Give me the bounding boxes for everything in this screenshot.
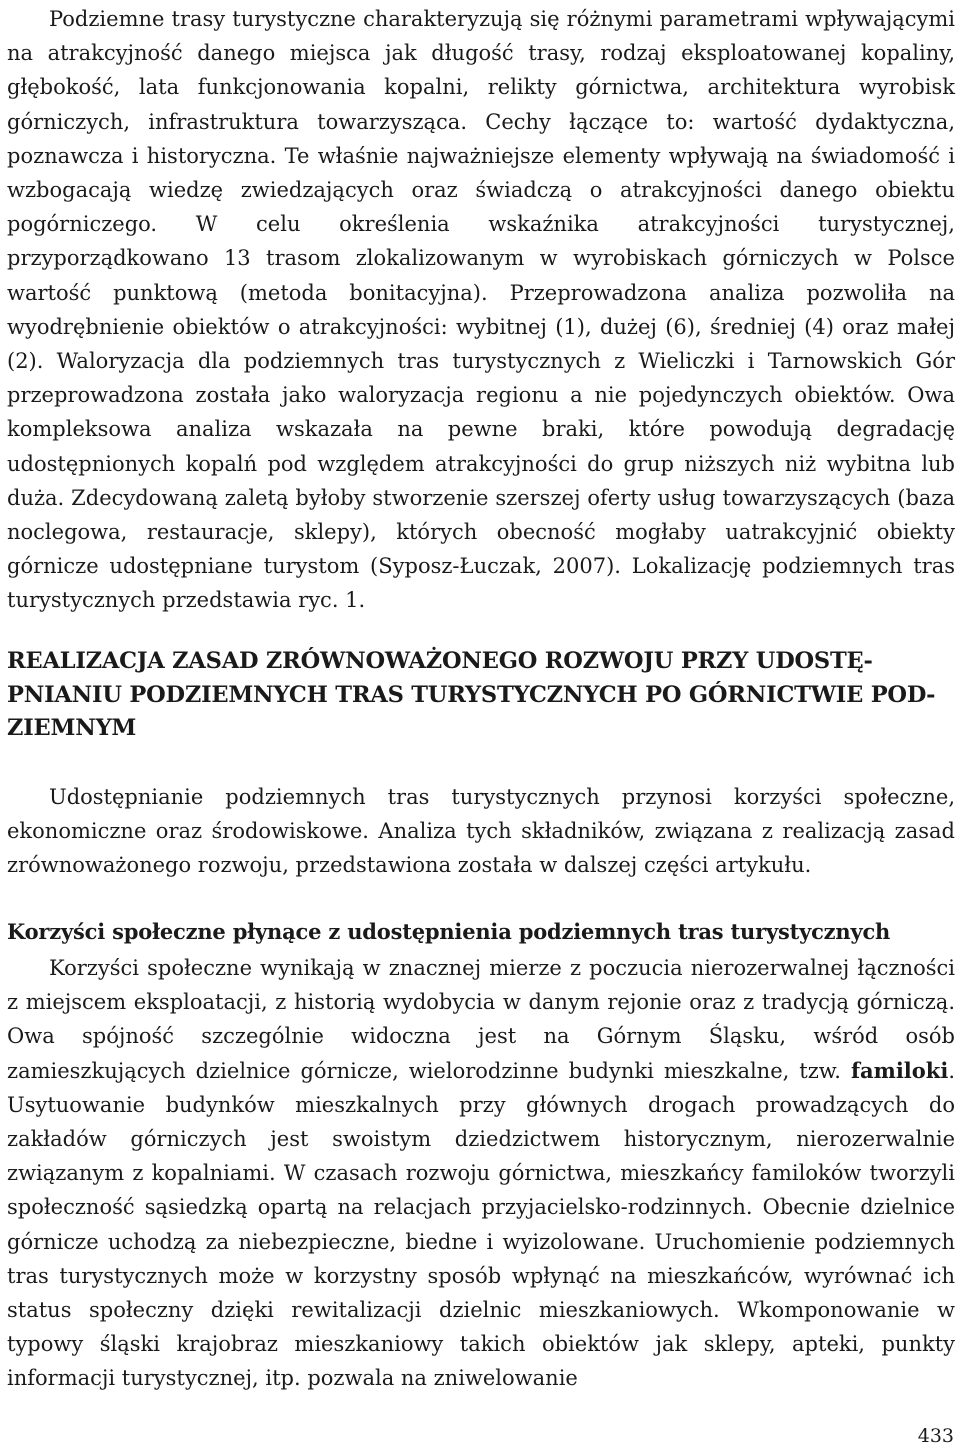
section-intro-paragraph: Udostępnianie podziemnych tras turystycznych przynosi korzyści społeczne, ekonomiczne oraz środowiskowe. Analiza tych składników, związana z realizacją zasad zrównoważonego rozwoju, przedstawiona została w dalszej części artykułu. [7, 785, 955, 878]
page-number: 433 [917, 1425, 954, 1447]
social-benefits-text-end: . Usytuowanie budynków mieszkalnych przy głównych drogach prowadzących do zakładów górniczych jest swoistym dziedzictwem historycznym, nierozerwalnie związanym z kopalniami. W czasach rozwoju górnictwa, mieszkańcy familoków tworzyli społeczność sąsiedzką opartą na relacjach przyjacielsko-rodzinnych. Obecnie dzielnice górnicze uchodzą za niebezpieczne, biedne i wyizolowane. Uruchomienie podziemnych tras turystycznych może w korzystny sposób wpłynąć na mieszkańców, wyrównać ich status społeczny dzięki rewitalizacji dzielnic mieszkaniowych. Wkomponowanie w typowy śląski krajobraz mieszkaniowy takich obiektów jak sklepy, apteki, punkty informacji turystycznej, itp. pozwala na zniwelowanie [7, 1058, 955, 1391]
section-heading: REALIZACJA ZASAD ZRÓWNOWAŻONEGO ROZWOJU PRZY UDOSTĘPNIANIU PODZIEMNYCH TRAS TURYSTYCZNYCH PO GÓRNICTWIE PODZIEMNYM [7, 648, 936, 741]
familoki-term: familoki [850, 1057, 949, 1083]
subsection-heading: Korzyści społeczne płynące z udostępnienia podziemnych tras turystycznych [7, 919, 891, 944]
intro-paragraph: Podziemne trasy turystyczne charakteryzują się różnymi parametrami wpływającymi na atrakcyjność danego miejsca jak długość trasy, rodzaj eksploatowanej kopaliny, głębokość, lata funkcjonowania kopalni, relikty górnictwa, architektura wyrobisk górniczych, infrastruktura towarzysząca. Cechy łączące to: wartość dydaktyczna, poznawcza i historyczna. Te właśnie najważniejsze elementy wpływają na świadomość i wzbogacają wiedzę zwiedzających oraz świadczą o atrakcyjności danego obiektu pogórniczego. W celu określenia wskaźnika atrakcyjności turystycznej, przyporządkowano 13 trasom zlokalizowanym w wyrobiskach górniczych w Polsce wartość punktową (metoda bonitacyjna). Przeprowadzona analiza pozwoliła na wyodrębnienie obiektów o atrakcyjności: wybitnej (1), dużej (6), średniej (4) oraz małej (2). Waloryzacja dla podziemnych tras turystycznych z Wieliczki i Tarnowskich Gór przeprowadzona została jako waloryzacja regionu a nie pojedynczych obiektów. Owa kompleksowa analiza wskazała na pewne braki, które powodują degradację udostępnionych kopalń pod względem atrakcyjności do grup niższych niż wybitna lub duża. Zdecydowaną zaletą byłoby stworzenie szerszej oferty usług towarzyszących (baza noclegowa, restauracje, sklepy), których obecność mogłaby uatrakcyjnić obiekty górnicze udostępniane turystom (Syposz-Łuczak, 2007). Lokalizację podziemnych tras turystycznych przedstawia ryc. 1. [7, 7, 955, 613]
social-benefits-paragraph [7, 951, 955, 1396]
social-benefits-text-start: Korzyści społeczne wynikają w znacznej mierze z poczucia nierozerwalnej łączności z miejscem eksploatacji, z historią wydobycia w danym rejonie oraz z tradycją górniczą. Owa spójność szczególnie widoczna jest na Górnym Śląsku, wśród osób zamieszkujących dzielnice górnicze, wielorodzinne budynki mieszkalne, tzw. [7, 956, 955, 1083]
